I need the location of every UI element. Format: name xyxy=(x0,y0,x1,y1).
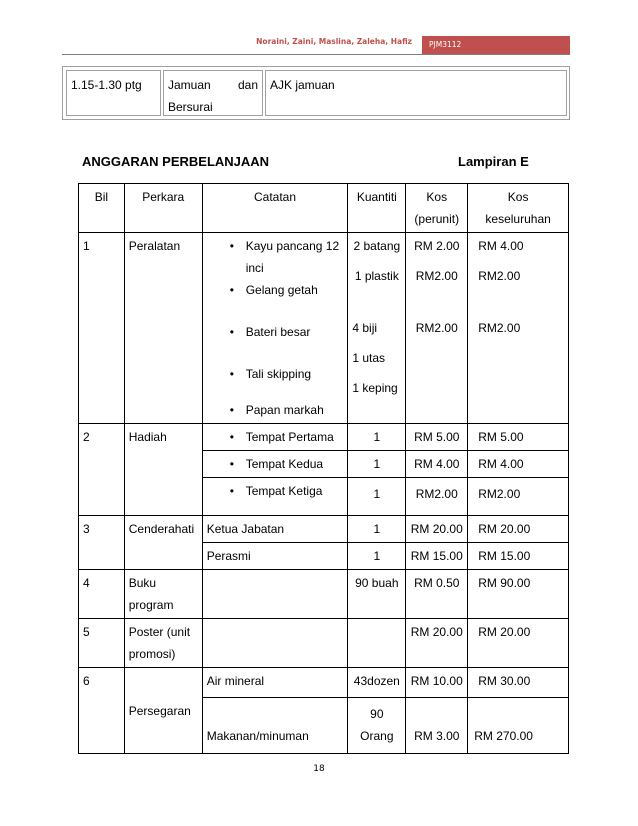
total-cost: RM2.00 xyxy=(478,269,521,283)
cell-perkara: Hadiah xyxy=(124,424,202,516)
header-bil: Bil xyxy=(79,184,125,233)
cell-catatan: Ketua Jabatan xyxy=(202,516,348,543)
cell-kos-total: RM2.00 xyxy=(468,478,569,516)
schedule-activity-cell xyxy=(163,70,263,116)
cell-bil: 4 xyxy=(79,570,125,619)
header-kos-unit-sub: (perunit) xyxy=(414,212,460,226)
header-kos-total-label: Kos xyxy=(507,190,529,204)
cell-catatan xyxy=(202,478,348,516)
cell-bil: 2 xyxy=(79,424,125,516)
cell-kos-unit: RM 20.00 xyxy=(406,619,468,668)
unit-cost: RM2.00 xyxy=(415,269,458,283)
qty-value: 1 plastik xyxy=(354,269,399,283)
header-kos-total-sub: keseluruhan xyxy=(485,212,551,226)
table-row xyxy=(79,619,569,668)
unit-cost: RM 2.00 xyxy=(414,239,460,253)
cell-kuantiti: 1 xyxy=(348,451,406,478)
list-item: • Tempat Pertama xyxy=(207,426,344,448)
cell-kos-total: RM 4.00 xyxy=(468,451,569,478)
activity-text-b: dan xyxy=(237,78,258,92)
list-item: • Bateri besar xyxy=(207,321,344,343)
header-perkara: Perkara xyxy=(124,184,202,233)
cell-kos-unit: RM2.00 xyxy=(406,478,468,516)
cell-kos-total: RM 20.00 xyxy=(468,516,569,543)
qty-value: 1 utas xyxy=(352,351,386,365)
perkara-line: Buku xyxy=(128,576,157,590)
cell-kos-unit: RM 10.00 xyxy=(406,668,468,698)
header-divider xyxy=(62,54,570,55)
cell-bil: 5 xyxy=(79,619,125,668)
header-kos-unit-label: Kos xyxy=(426,190,448,204)
cell-kuantiti xyxy=(348,233,406,424)
header-kos-total xyxy=(468,184,569,233)
cell-kuantiti: 90 buah xyxy=(348,570,406,619)
list-item: • Kayu pancang 12 inci xyxy=(207,235,344,279)
cell-bil: 6 xyxy=(79,668,125,754)
section-title: ANGGARAN PERBELANJAAN xyxy=(82,154,270,169)
cell-kos-total: RM 20.00 xyxy=(468,619,569,668)
cell-kos-total: RM 15.00 xyxy=(468,543,569,570)
cell-kos-unit xyxy=(406,233,468,424)
cell-kuantiti: 90 Orang xyxy=(348,698,406,754)
list-item: • Tempat Ketiga xyxy=(207,480,344,502)
cell-catatan xyxy=(202,619,348,668)
table-header-row xyxy=(79,184,569,233)
cell-kos-unit: RM 3.00 xyxy=(406,698,468,754)
list-item: • Gelang getah xyxy=(207,279,344,301)
cell-kos-total: RM 90.00 xyxy=(468,570,569,619)
cell-kuantiti xyxy=(348,619,406,668)
cell-kos-unit: RM 0.50 xyxy=(406,570,468,619)
list-item: • Tempat Kedua xyxy=(207,453,344,475)
schedule-person-cell: AJK jamuan xyxy=(265,70,567,116)
cell-kos-unit: RM 20.00 xyxy=(406,516,468,543)
cell-bil: 3 xyxy=(79,516,125,570)
cell-kos-total: RM 270.00 xyxy=(468,698,569,754)
cell-catatan xyxy=(202,451,348,478)
table-row xyxy=(79,668,569,698)
cell-kuantiti: 1 xyxy=(348,478,406,516)
cell-perkara: Cenderahati xyxy=(124,516,202,570)
perkara-line: Poster (unit xyxy=(128,625,191,639)
cell-kuantiti: 1 xyxy=(348,516,406,543)
cell-catatan: Perasmi xyxy=(202,543,348,570)
cell-kos-total xyxy=(468,233,569,424)
cell-kos-total: RM 5.00 xyxy=(468,424,569,451)
cell-kos-total: RM 30.00 xyxy=(468,668,569,698)
header-kos-unit xyxy=(406,184,468,233)
total-cost: RM2.00 xyxy=(478,321,521,335)
schedule-table-fragment xyxy=(62,66,570,120)
budget-table xyxy=(78,183,569,754)
cell-catatan: Air mineral xyxy=(202,668,348,698)
cell-perkara xyxy=(124,619,202,668)
total-cost: RM 4.00 xyxy=(478,239,524,253)
qty-value: 1 keping xyxy=(352,381,398,395)
qty-value: 4 biji xyxy=(352,321,378,335)
cell-kos-unit: RM 15.00 xyxy=(406,543,468,570)
cell-kuantiti: 1 xyxy=(348,424,406,451)
perkara-line: program xyxy=(128,598,174,612)
header-kuantiti: Kuantiti xyxy=(348,184,406,233)
activity-text-a: Jamuan xyxy=(168,78,211,92)
cell-perkara xyxy=(124,570,202,619)
list-item: • Papan markah xyxy=(207,399,344,421)
cell-catatan: Makanan/minuman xyxy=(202,698,348,754)
page-number: 18 xyxy=(313,764,325,774)
list-item: • Tali skipping xyxy=(207,363,344,385)
header-course-code: PJM3112 xyxy=(422,36,570,54)
qty-value: 2 batang xyxy=(353,239,401,253)
table-row xyxy=(79,516,569,543)
cell-catatan xyxy=(202,424,348,451)
cell-kos-unit: RM 5.00 xyxy=(406,424,468,451)
cell-perkara: Persegaran xyxy=(124,668,202,754)
table-row xyxy=(79,424,569,451)
cell-catatan xyxy=(202,570,348,619)
table-row xyxy=(79,570,569,619)
table-row xyxy=(79,233,569,424)
cell-kuantiti: 43dozen xyxy=(348,668,406,698)
schedule-time-cell: 1.15-1.30 ptg xyxy=(66,70,161,116)
cell-bil: 1 xyxy=(79,233,125,424)
header-catatan: Catatan xyxy=(202,184,348,233)
cell-catatan xyxy=(202,233,348,424)
unit-cost: RM2.00 xyxy=(415,321,458,335)
appendix-label: Lampiran E xyxy=(458,154,529,169)
perkara-line: promosi) xyxy=(128,647,176,661)
cell-kuantiti: 1 xyxy=(348,543,406,570)
cell-kos-unit: RM 4.00 xyxy=(406,451,468,478)
cell-perkara: Peralatan xyxy=(124,233,202,424)
header-authors: Noraini, Zaini, Maslina, Zaleha, Hafiz xyxy=(256,37,412,46)
activity-text-c: Bersurai xyxy=(168,100,213,114)
